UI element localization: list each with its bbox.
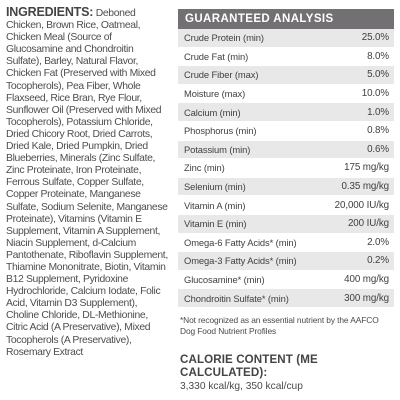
- analysis-row: [178, 85, 394, 104]
- analysis-row-name: Omega-6 Fatty Acids* (min): [184, 236, 297, 248]
- analysis-row: [178, 215, 394, 234]
- analysis-row-name: Crude Protein (min): [184, 32, 264, 44]
- analysis-row-name: Potassium (min): [184, 143, 251, 155]
- analysis-row-name: Crude Fat (min): [184, 50, 249, 62]
- analysis-row-value: 0.35 mg/kg: [341, 181, 389, 193]
- aafco-footnote: *Not recognized as an essential nutrient by the AAFCO Dog Food Nutrient Profiles: [180, 314, 379, 336]
- analysis-row-value: 1.0%: [367, 106, 389, 118]
- analysis-row: [178, 271, 394, 290]
- analysis-row-name: Zinc (min): [184, 162, 225, 174]
- analysis-row-value: 10.0%: [361, 88, 389, 100]
- analysis-row-name: Phosphorus (min): [184, 125, 257, 137]
- analysis-row: [178, 252, 394, 271]
- analysis-row-value: 8.0%: [367, 50, 389, 62]
- analysis-row: [178, 29, 394, 48]
- analysis-row-name: Crude Fiber (max): [184, 69, 259, 81]
- analysis-row: [178, 48, 394, 67]
- analysis-row-value: 400 mg/kg: [344, 274, 389, 286]
- analysis-row-value: 20,000 IU/kg: [334, 199, 389, 211]
- analysis-row-name: Moisture (max): [184, 88, 246, 100]
- analysis-row-value: 175 mg/kg: [344, 162, 389, 174]
- analysis-row-value: 25.0%: [361, 32, 389, 44]
- analysis-row-name: Vitamin A (min): [184, 199, 246, 211]
- analysis-row: [178, 103, 394, 122]
- analysis-row-value: 200 IU/kg: [347, 218, 389, 230]
- analysis-row-name: Omega-3 Fatty Acids* (min): [184, 255, 297, 267]
- analysis-row-value: 300 mg/kg: [344, 292, 389, 304]
- analysis-row: [178, 178, 394, 197]
- ingredients-block: [6, 6, 170, 359]
- analysis-row-value: 2.0%: [367, 236, 389, 248]
- analysis-row: [178, 159, 394, 178]
- analysis-row-value: 5.0%: [367, 69, 389, 81]
- analysis-row-name: Selenium (min): [184, 181, 246, 193]
- analysis-row-name: Chondroitin Sulfate* (min): [184, 292, 289, 304]
- analysis-column: [178, 9, 394, 392]
- analysis-row-name: Glucosamine* (min): [184, 274, 265, 286]
- analysis-row: [178, 196, 394, 215]
- analysis-row-name: Calcium (min): [184, 106, 241, 118]
- analysis-row: [178, 122, 394, 141]
- calorie-content-title: CALORIE CONTENT (ME CALCULATED):: [180, 352, 318, 379]
- calorie-content-value: 3,330 kcal/kg, 350 kcal/cup: [180, 380, 303, 392]
- analysis-row: [178, 234, 394, 253]
- analysis-row-value: 0.2%: [367, 255, 389, 267]
- analysis-row: [178, 289, 394, 308]
- ingredients-label: INGREDIENTS:: [6, 5, 94, 19]
- guaranteed-analysis-header: GUARANTEED ANALYSIS: [178, 9, 394, 29]
- analysis-row-value: 0.6%: [367, 143, 389, 155]
- analysis-row-name: Vitamin E (min): [184, 218, 247, 230]
- ingredients-text: Deboned Chicken, Brown Rice, Oatmeal, Chicken Meal (Source of Glucosamine and Chondroitin Sulfate), Barley, Natural Flavor, Chicken Fat (Preserved with Mixed Tocopherols), Pea Fiber, Whole Flaxseed, Rice Bran, Rye Flour, Sunflower Oil (Preserved with Mixed Tocopherols), Potassium Chloride, Dried Chicory Root, Dried Carrots, Dried Kale, Dried Pumpkin, Dried Blueberries, Minerals (Zinc Sulfate, Zinc Proteinate, Iron Proteinate, Ferrous Sulfate, Copper Sulfate, Copper Proteinate, Manganese Sulfate, Sodium Selenite, Manganese Proteinate), Vitamins (Vitamin E Supplement, Vitamin A Supplement, Niacin Supplement, d-Calcium Pantothenate, Riboflavin Supplement, Thiamine Mononitrate, Biotin, Vitamin B12 Supplement, Pyridoxine Hydrochloride, Calcium Iodate, Folic Acid, Vitamin D3 Supplement), Choline Chloride, DL-Methionine, Citric Acid (A Preservative), Mixed Tocopherols (A Preservative), Rosemary Extract: [6, 8, 168, 358]
- analysis-row: [178, 66, 394, 85]
- analysis-row: [178, 141, 394, 160]
- guaranteed-analysis-table: [178, 29, 394, 308]
- analysis-row-value: 0.8%: [367, 125, 389, 137]
